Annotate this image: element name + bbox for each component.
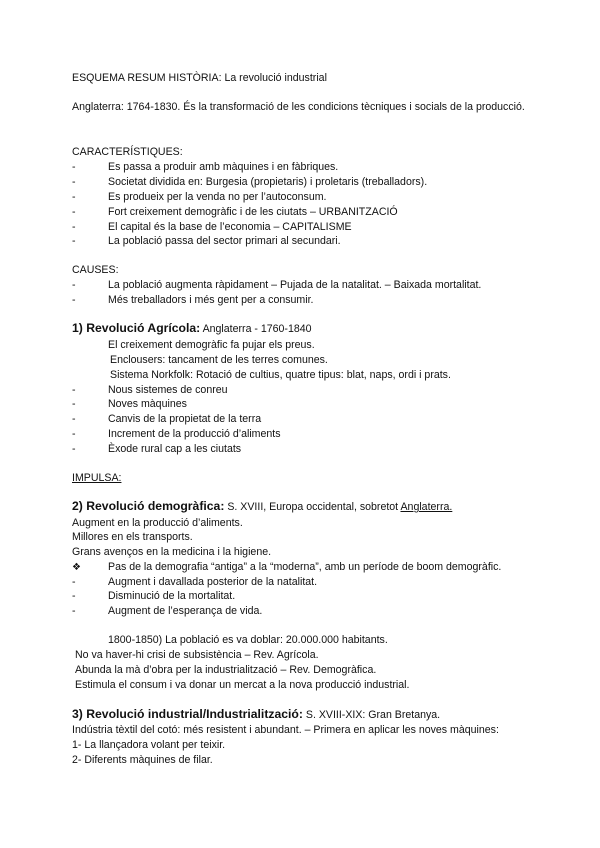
- intro-paragraph: Anglaterra: 1764-1830. És la transformació de les condicions tècniques i socials de la producció.: [72, 101, 525, 113]
- section2-item: Augment i davallada posterior de la natalitat.: [108, 576, 318, 588]
- section1-item: Increment de la producció d’aliments: [108, 428, 281, 440]
- cause-item: La població augmenta ràpidament – Pujada de la natalitat. – Baixada mortalitat.: [108, 279, 482, 291]
- list-dash: -: [72, 590, 76, 602]
- section1-heading: 1) Revolució Agrícola:: [72, 321, 201, 335]
- section3-line: Indústria tèxtil del cotó: més resistent i abundant. – Primera en aplicar les noves màquines:: [72, 724, 499, 736]
- characteristic-item: Es produeix per la venda no per l’autoconsum.: [108, 191, 327, 203]
- consequence-line: No va haver-hi crisi de subsistència – Rev. Agrícola.: [75, 649, 319, 661]
- section3-line: 1- La llançadora volant per teixir.: [72, 739, 226, 751]
- section2-item: Disminució de la mortalitat.: [108, 590, 236, 602]
- section1-indented-line: Enclousers: tancament de les terres comunes.: [110, 354, 328, 366]
- consequence-line: Abunda la mà d’obra per la industrialització – Rev. Demogràfica.: [75, 664, 377, 676]
- population-line: 1800-1850) La població es va doblar: 20.000.000 habitants.: [108, 634, 388, 646]
- list-dash: -: [72, 605, 76, 617]
- section1-item: Nous sistemes de conreu: [108, 384, 228, 396]
- section3-heading-line: [72, 708, 440, 722]
- list-dash: -: [72, 191, 76, 203]
- impulsa-heading: IMPULSA:: [72, 472, 122, 484]
- section2-item: Augment de l’esperança de vida.: [108, 605, 263, 617]
- section2-subtitle: S. XVIII, Europa occidental, sobretot: [227, 501, 399, 513]
- characteristics-heading: CARACTERÍSTIQUES:: [72, 146, 183, 158]
- list-dash: -: [72, 221, 76, 233]
- section2-line: Grans avenços en la medicina i la higiene.: [72, 546, 272, 558]
- section2-heading: 2) Revolució demogràfica:: [72, 499, 225, 513]
- list-dash: -: [72, 161, 76, 173]
- section1-indented-line: El creixement demogràfic fa pujar els preus.: [108, 339, 315, 351]
- section1-item: Canvis de la propietat de la terra: [108, 413, 262, 425]
- document-title: ESQUEMA RESUM HISTÒRIA: La revolució industrial: [72, 72, 327, 84]
- list-dash: -: [72, 576, 76, 588]
- list-dash: -: [72, 279, 76, 291]
- characteristic-item: Societat dividida en: Burgesia (propietaris) i proletaris (treballadors).: [108, 176, 428, 188]
- characteristic-item: Fort creixement demogràfic i de les ciutats – URBANITZACIÓ: [108, 206, 398, 218]
- section1-item: Èxode rural cap a les ciutats: [108, 443, 242, 455]
- section2-line: Millores en els transports.: [72, 531, 193, 543]
- section1-subtitle: Anglaterra - 1760-1840: [202, 323, 312, 335]
- list-dash: -: [72, 235, 76, 247]
- section2-line: Augment en la producció d’aliments.: [72, 517, 243, 529]
- list-dash: -: [72, 398, 76, 410]
- section3-heading: 3) Revolució industrial/Industrialització:: [72, 707, 303, 721]
- consequence-line: Estimula el consum i va donar un mercat a la nova producció industrial.: [75, 679, 410, 691]
- characteristic-item: El capital és la base de l’economia – CAPITALISME: [108, 221, 352, 233]
- list-dash: -: [72, 294, 76, 306]
- section2-subtitle-link: Anglaterra.: [400, 501, 453, 513]
- list-dash: -: [72, 413, 76, 425]
- list-dash: -: [72, 443, 76, 455]
- characteristic-item: Es passa a produir amb màquines i en fàbriques.: [108, 161, 339, 173]
- section1-heading-line: [72, 322, 312, 336]
- section1-item: Noves màquines: [108, 398, 187, 410]
- section3-line: 2- Diferents màquines de filar.: [72, 754, 213, 766]
- section2-heading-line: [72, 500, 452, 514]
- list-dash: -: [72, 384, 76, 396]
- list-dash: -: [72, 206, 76, 218]
- cause-item: Més treballadors i més gent per a consumir.: [108, 294, 314, 306]
- diamond-bullet-icon: ❖: [72, 562, 81, 573]
- section2-bullet-item: Pas de la demografia “antiga” a la “moderna”, amb un període de boom demogràfic.: [108, 561, 502, 573]
- characteristic-item: La població passa del sector primari al secundari.: [108, 235, 341, 247]
- causes-heading: CAUSES:: [72, 264, 119, 276]
- section1-indented-line: Sistema Norkfolk: Rotació de cultius, quatre tipus: blat, naps, ordi i prats.: [110, 369, 451, 381]
- section3-subtitle: S. XVIII-XIX: Gran Bretanya.: [305, 709, 441, 721]
- list-dash: -: [72, 176, 76, 188]
- list-dash: -: [72, 428, 76, 440]
